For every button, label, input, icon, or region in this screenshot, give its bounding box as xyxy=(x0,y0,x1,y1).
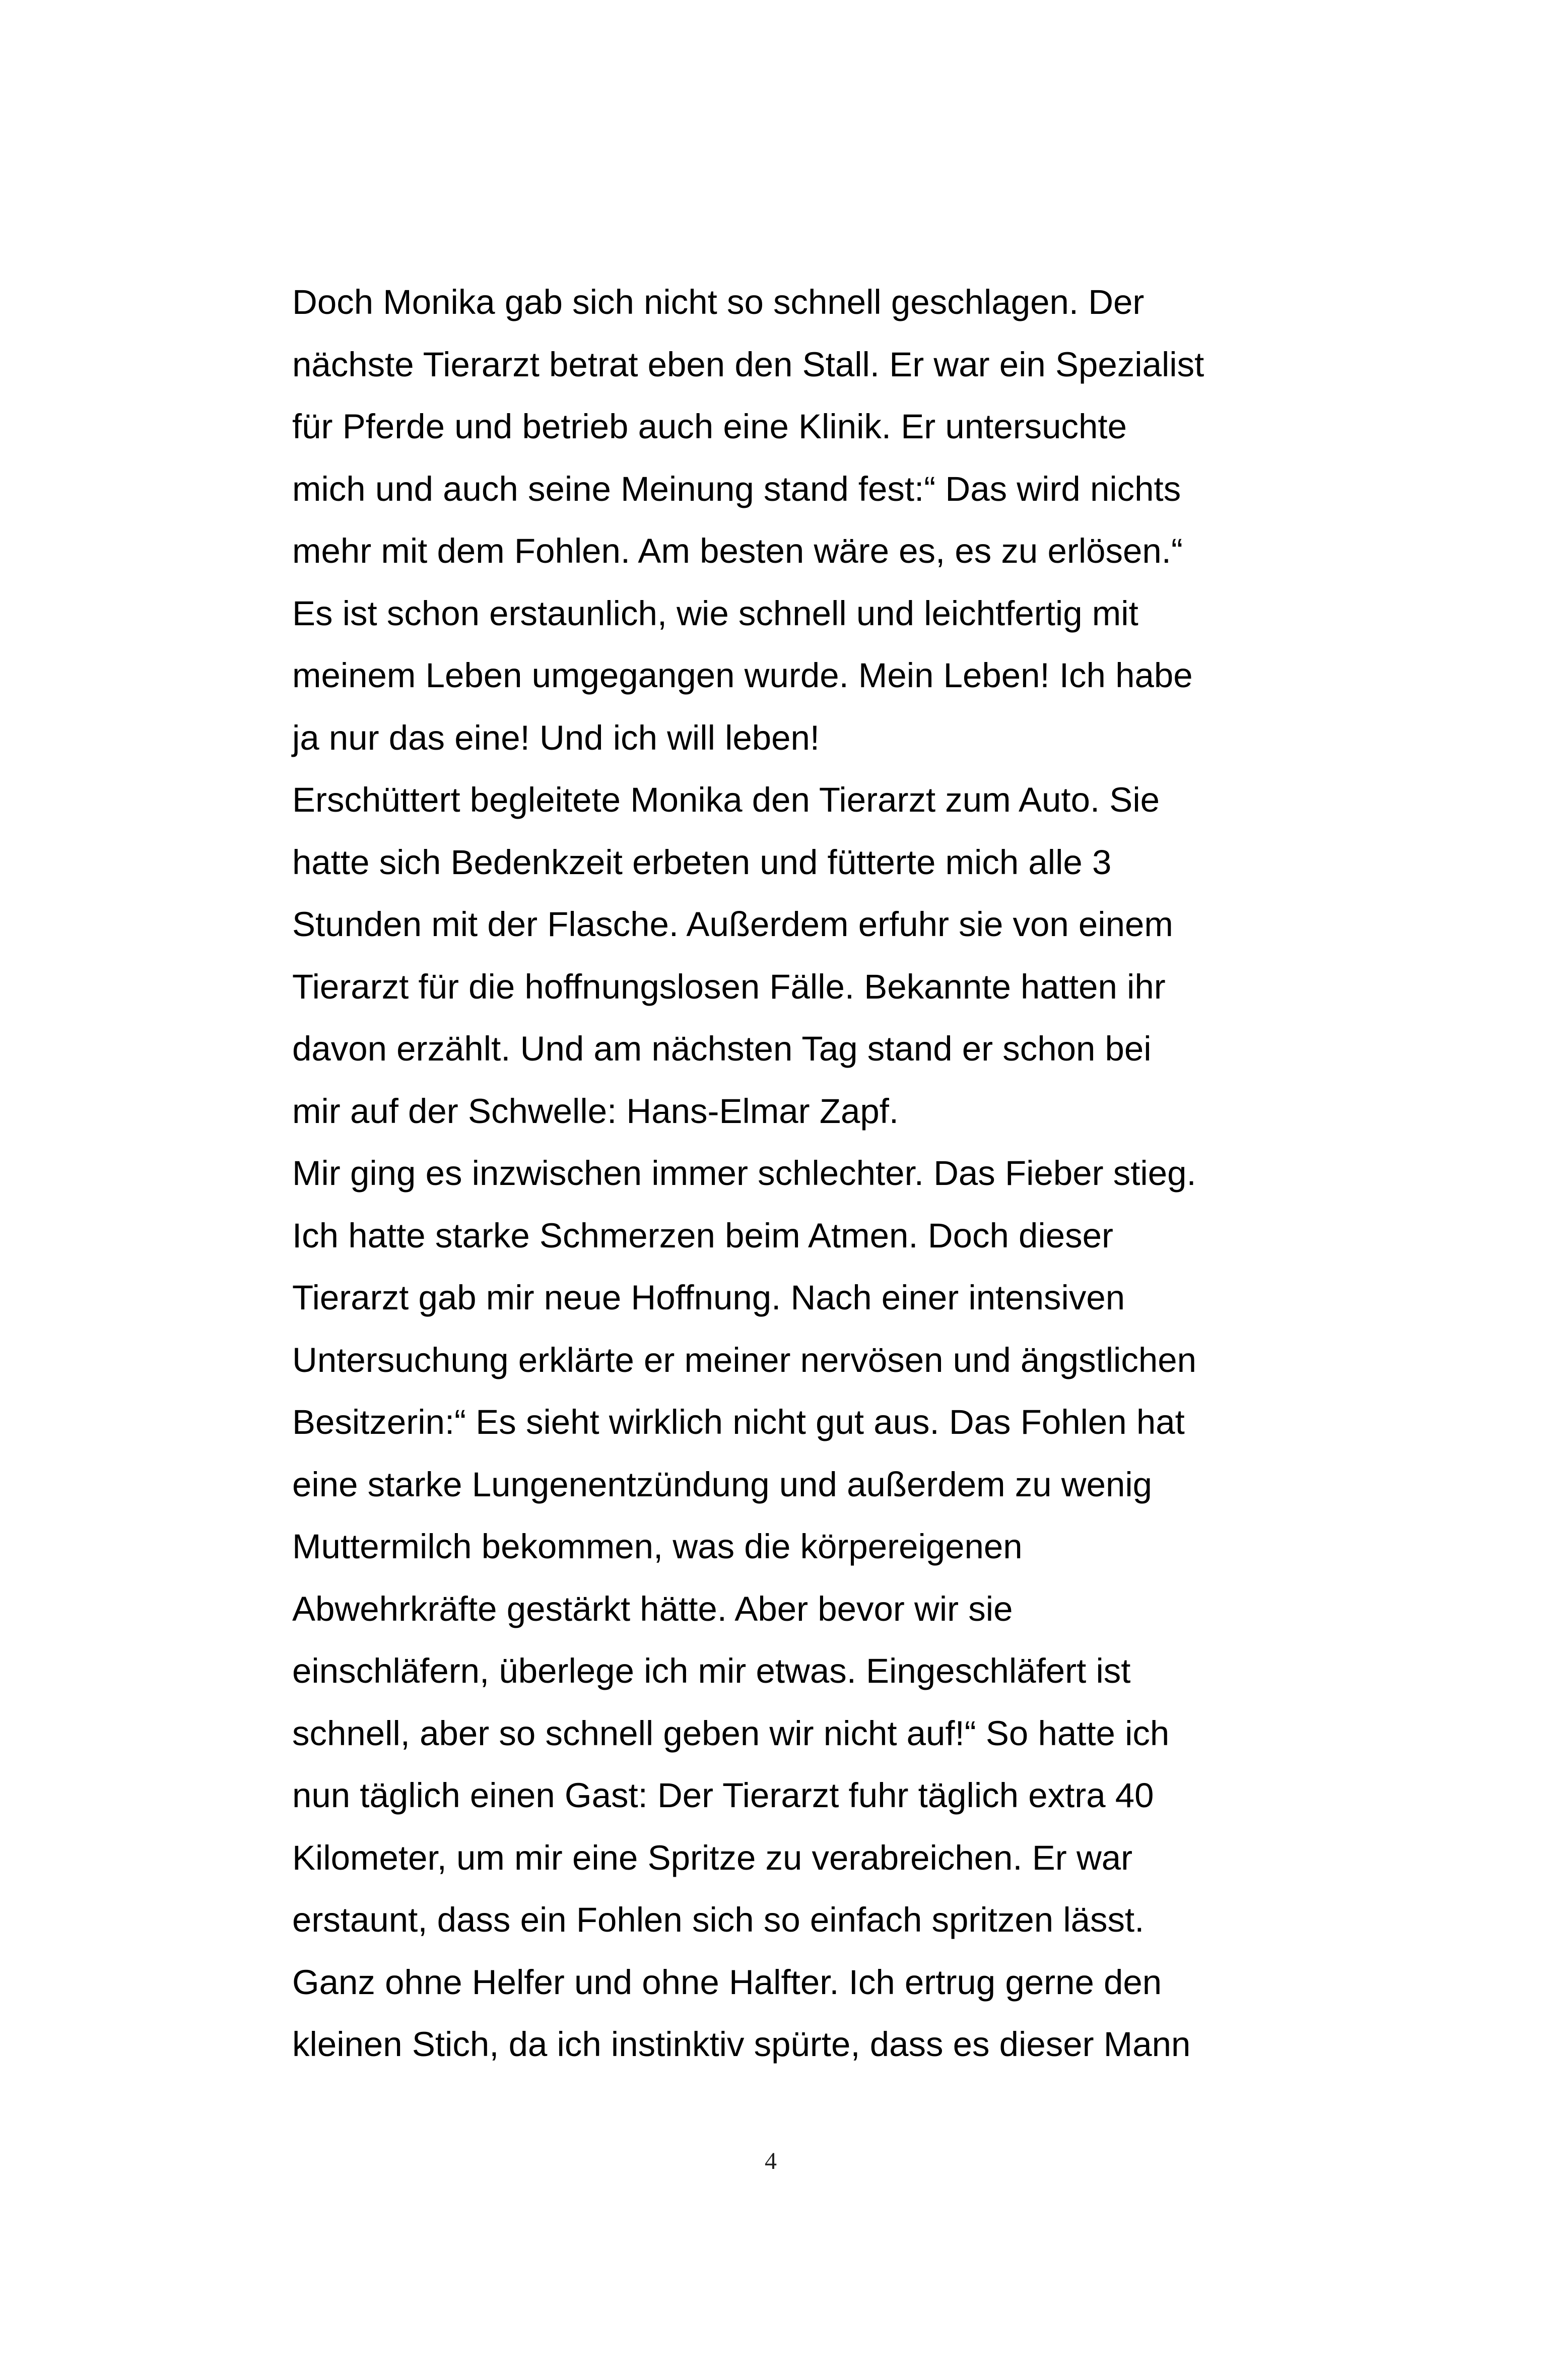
text-line: Erschüttert begleitete Monika den Tierarzt zum Auto. Sie xyxy=(292,780,1160,819)
text-line: Ganz ohne Helfer und ohne Halfter. Ich ertrug gerne den xyxy=(292,1962,1162,2002)
text-line: davon erzählt. Und am nächsten Tag stand er schon bei xyxy=(292,1029,1152,1068)
text-line: Abwehrkräfte gestärkt hätte. Aber bevor wir sie xyxy=(292,1589,1013,1628)
text-line: eine starke Lungenentzündung und außerdem zu wenig xyxy=(292,1465,1153,1504)
text-line: Stunden mit der Flasche. Außerdem erfuhr sie von einem xyxy=(292,905,1173,944)
text-line: für Pferde und betrieb auch eine Klinik. Er untersuchte xyxy=(292,407,1127,446)
text-line: nächste Tierarzt betrat eben den Stall. Er war ein Spezialist xyxy=(292,345,1204,384)
text-line: einschläfern, überlege ich mir etwas. Eingeschläfert ist xyxy=(292,1651,1131,1690)
text-line: Ich hatte starke Schmerzen beim Atmen. Doch dieser xyxy=(292,1216,1113,1255)
text-line: Mir ging es inzwischen immer schlechter. Das Fieber stieg. xyxy=(292,1154,1196,1193)
text-line: nun täglich einen Gast: Der Tierarzt fuhr täglich extra 40 xyxy=(292,1776,1154,1815)
text-line: hatte sich Bedenkzeit erbeten und fütterte mich alle 3 xyxy=(292,842,1112,882)
text-line: ja nur das eine! Und ich will leben! xyxy=(292,718,820,757)
text-line: Doch Monika gab sich nicht so schnell geschlagen. Der xyxy=(292,283,1145,321)
text-line: mir auf der Schwelle: Hans-Elmar Zapf. xyxy=(292,1091,899,1131)
text-line: kleinen Stich, da ich instinktiv spürte, dass es dieser Mann xyxy=(292,2025,1191,2064)
text-line: Es ist schon erstaunlich, wie schnell und leichtfertig mit xyxy=(292,593,1138,633)
text-line: Tierarzt für die hoffnungslosen Fälle. Bekannte hatten ihr xyxy=(292,967,1166,1006)
text-line: erstaunt, dass ein Fohlen sich so einfach spritzen lässt. xyxy=(292,1900,1145,1939)
text-line: mehr mit dem Fohlen. Am besten wäre es, es zu erlösen.“ xyxy=(292,532,1183,570)
text-line: Tierarzt gab mir neue Hoffnung. Nach einer intensiven xyxy=(292,1278,1125,1317)
text-line: meinem Leben umgegangen wurde. Mein Leben! Ich habe xyxy=(292,656,1193,695)
text-line: Kilometer, um mir eine Spritze zu verabreichen. Er war xyxy=(292,1838,1133,1877)
text-line: mich und auch seine Meinung stand fest:“ Das wird nichts xyxy=(292,469,1181,508)
text-line: schnell, aber so schnell geben wir nicht auf!“ So hatte ich xyxy=(292,1713,1170,1753)
text-line: Untersuchung erklärte er meiner nervösen und ängstlichen xyxy=(292,1340,1197,1379)
text-line: Besitzerin:“ Es sieht wirklich nicht gut aus. Das Fohlen hat xyxy=(292,1403,1185,1441)
body-text xyxy=(292,276,1300,2081)
page-number: 4 xyxy=(765,2148,777,2174)
text-line: Muttermilch bekommen, was die körpereigenen xyxy=(292,1527,1023,1566)
